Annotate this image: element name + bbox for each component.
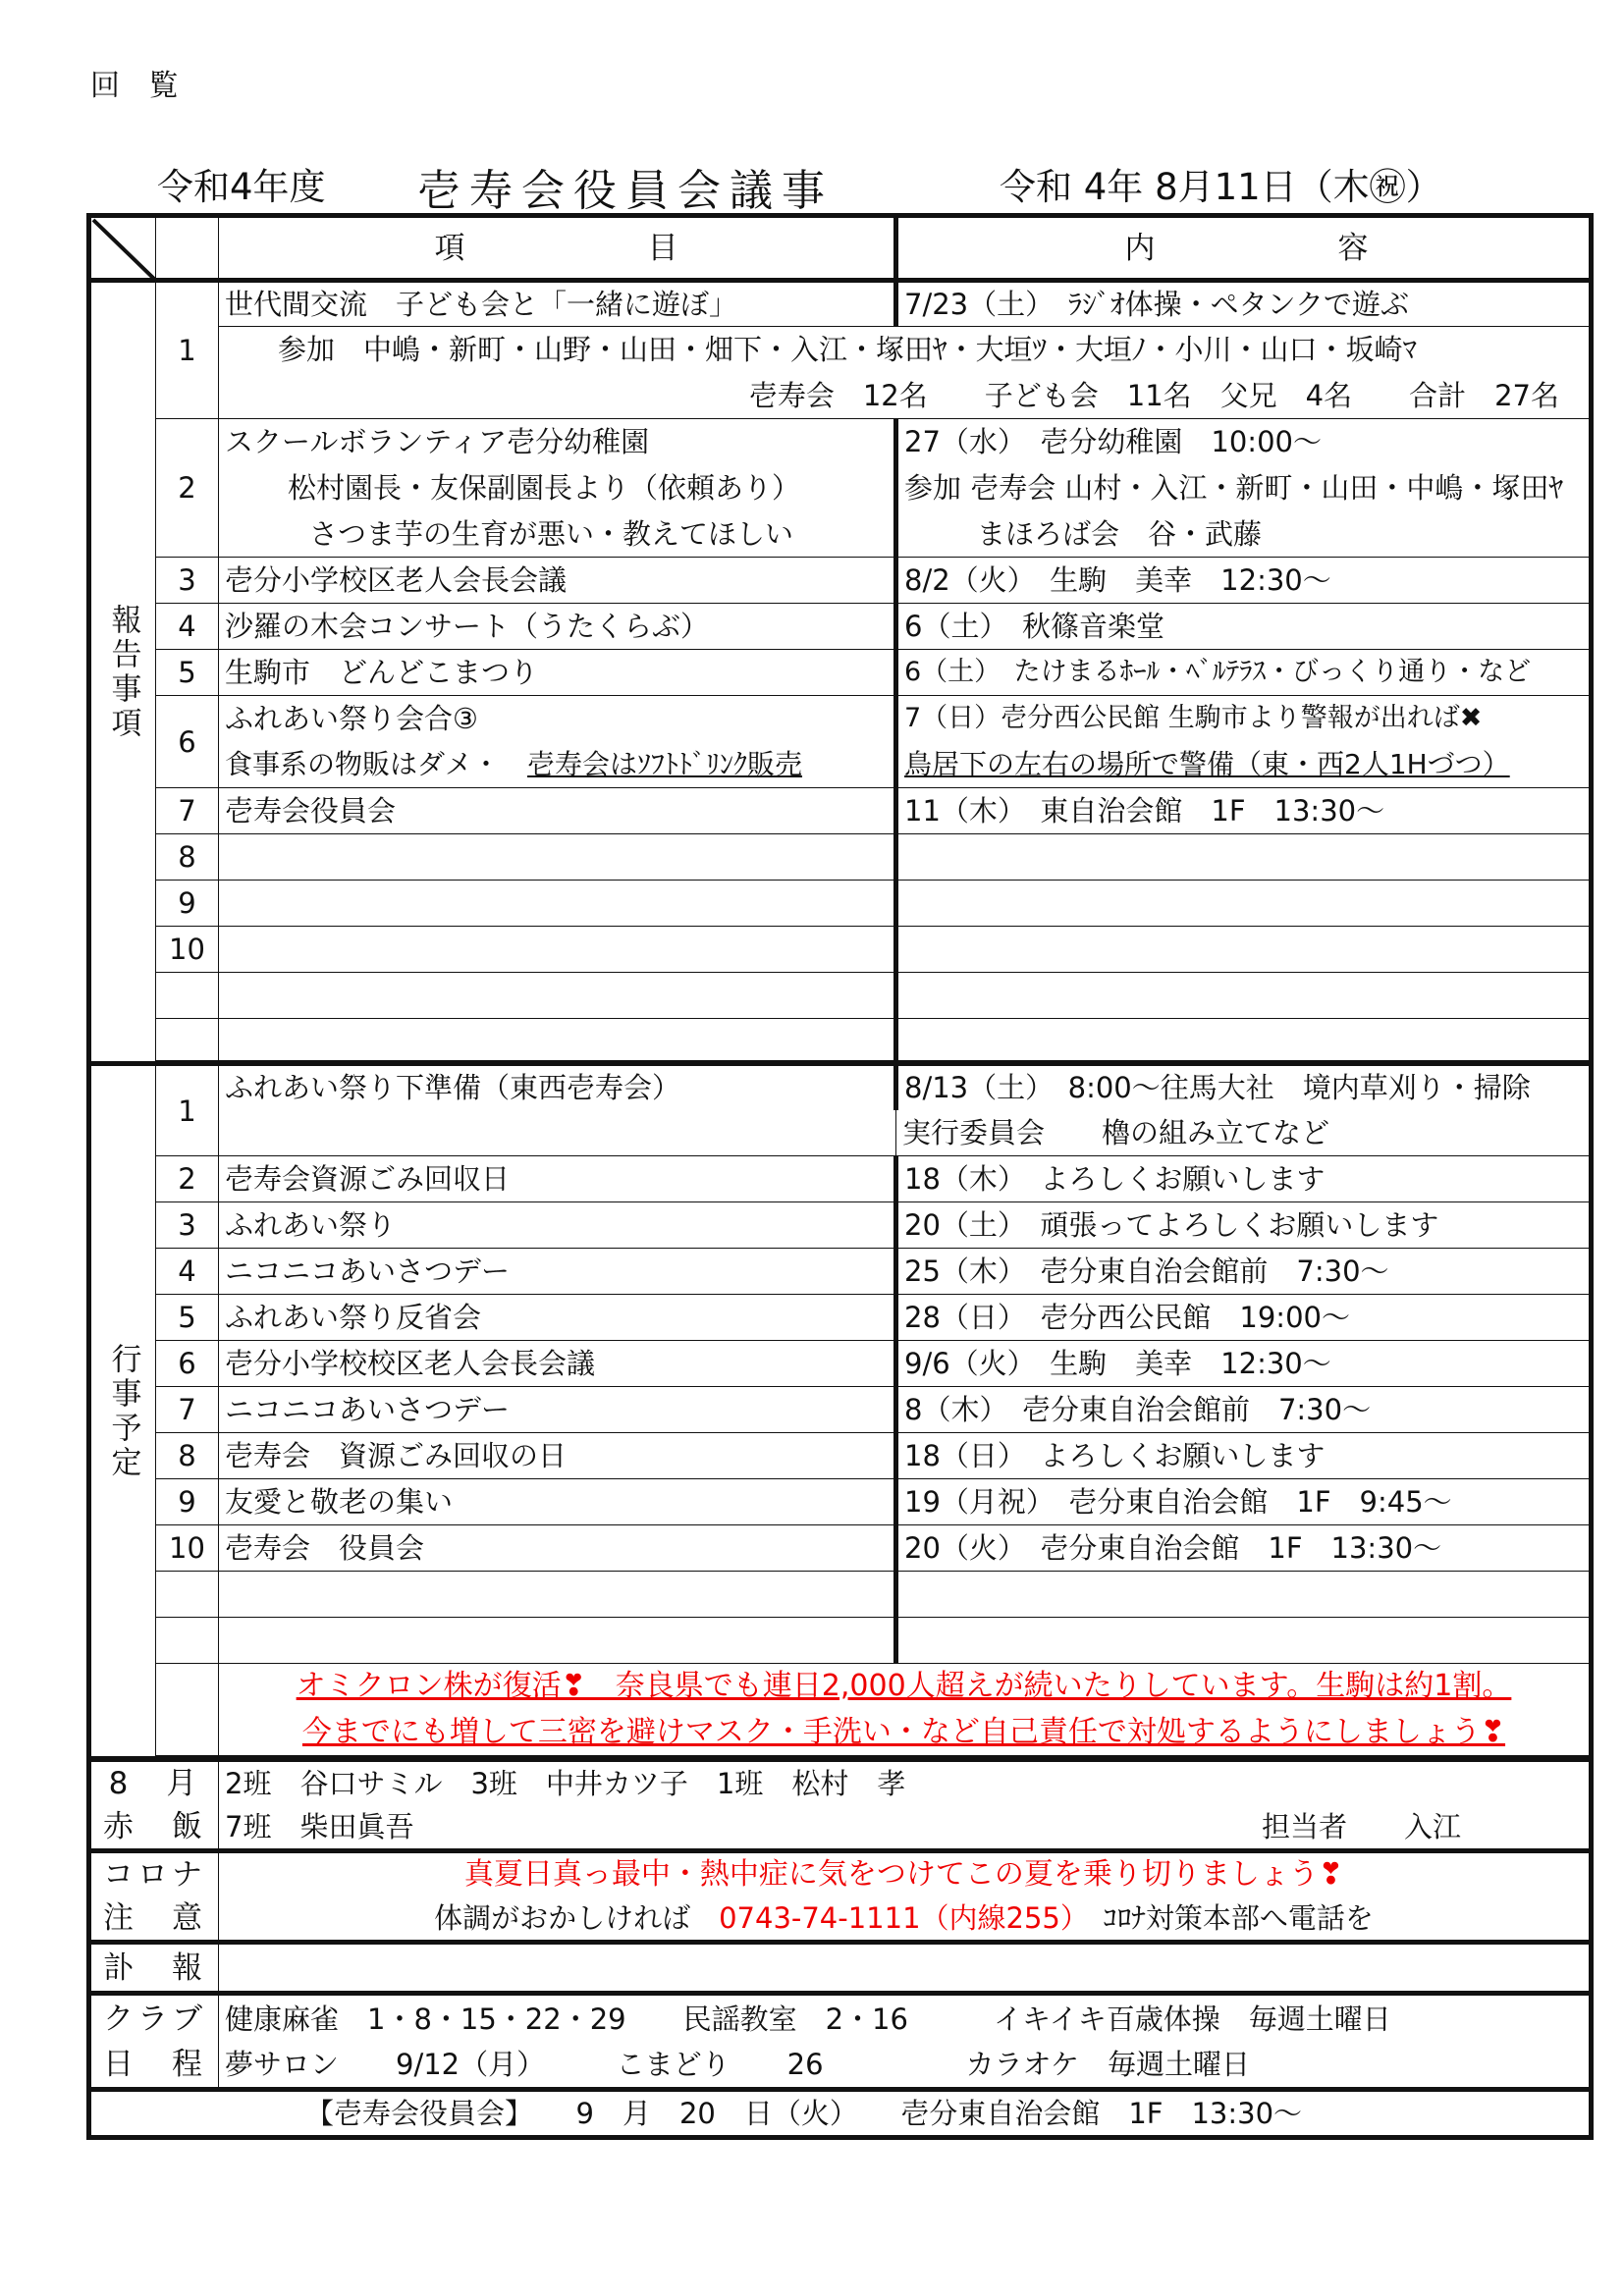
row-number xyxy=(156,1019,219,1061)
row-number xyxy=(156,1572,219,1618)
row-number: 2 xyxy=(156,1156,219,1202)
club-line1: 健康麻雀 1・8・15・22・29 民謡教室 2・16 イキイキ百歳体操 毎週土曜日 xyxy=(219,1994,1592,2043)
content-cell xyxy=(896,927,1592,973)
content-cell: 8/2（火） 生駒 美幸 12:30～ xyxy=(896,558,1592,604)
item-cell: ふれあい祭り xyxy=(219,1202,896,1249)
item-cell: 壱分小学校区老人会長会議 xyxy=(219,558,896,604)
content-cell: 実行委員会 櫓の組み立てなど xyxy=(896,1110,1592,1156)
club-label1: クラブ xyxy=(89,1994,219,2043)
content-cell xyxy=(896,973,1592,1019)
next-meeting: 【壱寿会役員会】 9 月 20 日（火） 壱分東自治会館 1F 13:30～ xyxy=(89,2090,1592,2138)
section-label-events xyxy=(89,1064,156,1759)
section-label-report xyxy=(89,281,156,1064)
item-cell: ふれあい祭り会合③ xyxy=(219,696,896,742)
content-cell: 7（日）壱分西公民館 生駒市より警報が出れば✖ xyxy=(896,696,1592,742)
column-header-item: 項 目 xyxy=(219,216,896,281)
item-cell: 友愛と敬老の集い xyxy=(219,1479,896,1525)
row-number: 10 xyxy=(156,1525,219,1572)
item-cell xyxy=(219,742,896,788)
row-number: 8 xyxy=(156,1433,219,1479)
row-number: 7 xyxy=(156,788,219,834)
events-label-text: 行事予定 xyxy=(105,1342,141,1480)
content-cell: 19（月祝） 壱分東自治会館 1F 9:45～ xyxy=(896,1479,1592,1525)
content-cell: 6（土） 秋篠音楽堂 xyxy=(896,604,1592,650)
content-cell: 鳥居下の左右の場所で警備（東・西2人1Hづつ） xyxy=(896,742,1592,788)
item-cell xyxy=(219,1019,896,1061)
item-cell: ニコニコあいさつデー xyxy=(219,1387,896,1433)
content-cell: 11（木） 東自治会館 1F 13:30～ xyxy=(896,788,1592,834)
sekihan-line2: 7班 柴田眞吾 xyxy=(225,1810,414,1843)
content-cell: 25（木） 壱分東自治会館前 7:30～ xyxy=(896,1249,1592,1295)
item-cell xyxy=(219,1572,896,1618)
row-number: 10 xyxy=(156,927,219,973)
content-cell: 18（日） よろしくお願いします xyxy=(896,1433,1592,1479)
sekihan-line1: 2班 谷口サミル 3班 中井カツ子 1班 松村 孝 xyxy=(219,1760,1592,1806)
circular-label: 回 覧 xyxy=(90,69,189,103)
item-text: 食事系の物販はダメ・ xyxy=(225,747,528,780)
content-cell: 参加 壱寿会 山村・入江・新町・山田・中嶋・塚田ﾔ xyxy=(896,465,1592,511)
corona-line2-a: 体調がおかしければ xyxy=(434,1901,720,1935)
row-number xyxy=(156,973,219,1019)
report-label-text: 報告事項 xyxy=(105,603,141,741)
content-cell: 7/23（土） ﾗｼﾞｵ体操・ペタンクで遊ぶ xyxy=(896,281,1592,327)
tantou: 担当者 入江 xyxy=(1261,1810,1461,1843)
content-cell: 27（水） 壱分幼稚園 10:00～ xyxy=(896,419,1592,465)
fuhou-label: 訃 報 xyxy=(89,1943,219,1994)
row-number: 9 xyxy=(156,881,219,927)
diagonal-line xyxy=(91,218,156,281)
item-cell: 壱寿会 役員会 xyxy=(219,1525,896,1572)
covid-notice-line2: 今までにも増して三密を避けマスク・手洗い・など自己責任で対処するようにしましょう❣ xyxy=(219,1710,1592,1756)
item-cell: ふれあい祭り反省会 xyxy=(219,1295,896,1341)
header xyxy=(157,157,1532,216)
item-cell: 壱寿会役員会 xyxy=(219,788,896,834)
row-number: 1 xyxy=(156,1064,219,1156)
content-cell: 28（日） 壱分西公民館 19:00～ xyxy=(896,1295,1592,1341)
row-number: 3 xyxy=(156,1202,219,1249)
corner-cell xyxy=(89,216,156,281)
row-number: 3 xyxy=(156,558,219,604)
content-cell: 18（木） よろしくお願いします xyxy=(896,1156,1592,1202)
item-cell: 松村園長・友保副園長より（依頼あり） xyxy=(219,465,896,511)
item-cell: 沙羅の木会コンサート（うたくらぶ） xyxy=(219,604,896,650)
content-cell: 20（土） 頑張ってよろしくお願いします xyxy=(896,1202,1592,1249)
item-cell: ふれあい祭り下準備（東西壱寿会） xyxy=(219,1064,896,1156)
corona-line2 xyxy=(219,1896,1592,1943)
content-cell: 8/13（土） 8:00～往馬大社 境内草刈り・掃除 xyxy=(896,1064,1592,1110)
page-title: 壱寿会役員会議事 xyxy=(417,166,834,216)
sekihan-line2-cell xyxy=(219,1805,1592,1851)
row-number: 2 xyxy=(156,419,219,558)
content-cell: 9/6（火） 生駒 美幸 12:30～ xyxy=(896,1341,1592,1387)
corona-line2-c: ｺﾛﾅ対策本部へ電話を xyxy=(1074,1901,1374,1935)
item-cell xyxy=(219,881,896,927)
club-label2: 日 程 xyxy=(89,2043,219,2090)
item-cell xyxy=(219,1618,896,1664)
sekihan-label-month: 8 月 xyxy=(89,1760,219,1806)
corner-num-cell xyxy=(156,216,219,281)
content-cell xyxy=(896,834,1592,881)
meeting-date: 令和 4年 8月11日（木㊗） xyxy=(1000,166,1442,208)
participants-line: 参加 中嶋・新町・山野・山田・畑下・入江・塚田ﾔ・大垣ﾂ・大垣ﾉ・小川・山口・坂崎ﾏ xyxy=(219,327,1592,373)
club-line2: 夢サロン 9/12（月） こまどり 26 カラオケ 毎週土曜日 xyxy=(219,2043,1592,2090)
row-number: 6 xyxy=(156,1341,219,1387)
item-cell: スクールボランティア壱分幼稚園 xyxy=(219,419,896,465)
item-cell: 壱寿会資源ごみ回収日 xyxy=(219,1156,896,1202)
content-cell xyxy=(896,881,1592,927)
minutes-table xyxy=(86,213,1594,1761)
phone-number: 0743-74-1111（内線255） xyxy=(719,1901,1075,1935)
item-cell: ニコニコあいさつデー xyxy=(219,1249,896,1295)
content-cell: 8（木） 壱分東自治会館前 7:30～ xyxy=(896,1387,1592,1433)
content-cell xyxy=(896,1618,1592,1664)
info-table xyxy=(86,1757,1594,2140)
item-cell xyxy=(219,973,896,1019)
covid-notice-line1: オミクロン株が復活❣ 奈良県でも連日2,000人超えが続いたりしています。生駒は約1割。 xyxy=(219,1664,1592,1710)
corona-line1: 真夏日真っ最中・熱中症に気をつけてこの夏を乗り切りましょう❣ xyxy=(219,1851,1592,1897)
row-number: 5 xyxy=(156,1295,219,1341)
row-number xyxy=(156,1664,219,1756)
row-number: 6 xyxy=(156,696,219,788)
corona-label2: 注 意 xyxy=(89,1896,219,1943)
content-cell xyxy=(896,1572,1592,1618)
content-cell: 20（火） 壱分東自治会館 1F 13:30～ xyxy=(896,1525,1592,1572)
row-number: 1 xyxy=(156,281,219,419)
item-cell xyxy=(219,834,896,881)
fuhou-cell xyxy=(219,1943,1592,1994)
row-number: 5 xyxy=(156,650,219,696)
item-cell: 生駒市 どんどこまつり xyxy=(219,650,896,696)
content-cell: 6（土） たけまるﾎｰﾙ・ﾍﾞﾙﾃﾗｽ・びっくり通り・など xyxy=(896,650,1592,696)
fiscal-year: 令和4年度 xyxy=(157,166,326,208)
column-header-content: 内 容 xyxy=(896,216,1592,281)
row-number: 4 xyxy=(156,604,219,650)
corona-label1: コロナ xyxy=(89,1851,219,1897)
item-cell: 壱分小学校校区老人会長会議 xyxy=(219,1341,896,1387)
row-number: 4 xyxy=(156,1249,219,1295)
item-cell: 世代間交流 子ども会と「一緒に遊ぼ」 xyxy=(219,281,896,327)
item-cell: さつま芋の生育が悪い・教えてほしい xyxy=(219,511,896,558)
item-cell: 壱寿会 資源ごみ回収の日 xyxy=(219,1433,896,1479)
content-cell xyxy=(896,1019,1592,1061)
row-number: 8 xyxy=(156,834,219,881)
item-cell xyxy=(219,927,896,973)
sekihan-label: 赤 飯 xyxy=(89,1805,219,1851)
content-cell: まほろば会 谷・武藤 xyxy=(896,511,1592,558)
row-number: 9 xyxy=(156,1479,219,1525)
item-text-underlined: 壱寿会はｿﾌﾄﾄﾞﾘﾝｸ販売 xyxy=(527,747,803,780)
row-number: 7 xyxy=(156,1387,219,1433)
row-number xyxy=(156,1618,219,1664)
participants-count: 壱寿会 12名 子ども会 11名 父兄 4名 合計 27名 xyxy=(219,373,1592,419)
